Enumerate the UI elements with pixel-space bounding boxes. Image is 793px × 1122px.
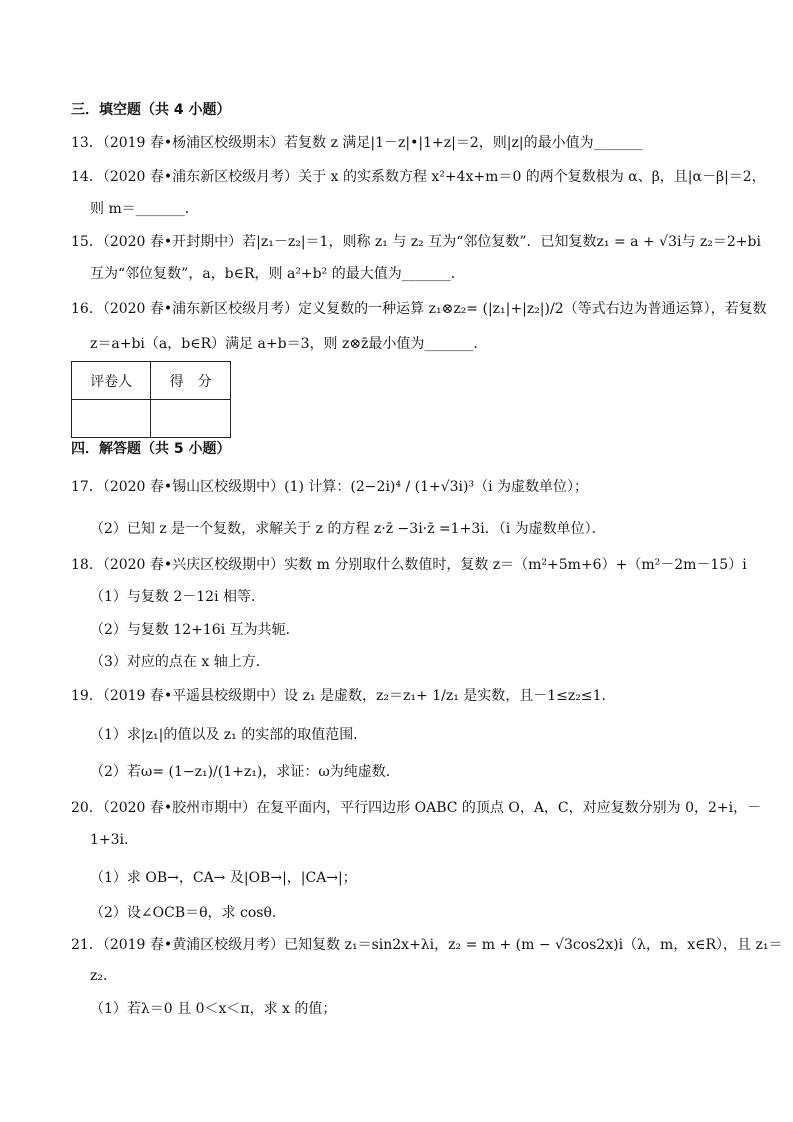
question-20-part2: （2）设∠OCB＝θ，求 cosθ． bbox=[90, 905, 286, 921]
question-18-part3: （3）对应的点在 x 轴上方． bbox=[90, 654, 270, 670]
question-20-cont: 1+3i． bbox=[90, 832, 139, 848]
question-14: 14．（2020 春•浦东新区校级月考）关于 x 的实系数方程 x²+4x+m＝0 的两个复数根为 α、β，且|α－β|＝2， bbox=[71, 169, 766, 185]
question-20: 20．（2020 春•胶州市期中）在复平面内，平行四边形 OABC 的顶点 O，A，C，对应复数分别为 0，2+i，－ bbox=[71, 800, 762, 816]
grader-label: 评卷人 bbox=[72, 362, 151, 400]
question-17: 17．（2020 春•锡山区校级期中）(1) 计算：(2−2i)⁴ / (1+√3i)³（i 为虚数单位）； bbox=[71, 479, 589, 495]
question-19-part2: （2）若ω= (1−z₁)/(1+z₁)，求证：ω为纯虚数． bbox=[90, 764, 400, 780]
question-15: 15．（2020 春•开封期中）若|z₁－z₂|＝1，则称 z₁ 与 z₂ 互为“邻位复数”．已知复数z₁ = a + √3i与 z₂＝2+bi bbox=[71, 234, 761, 250]
question-14-cont: 则 m＝_______． bbox=[90, 201, 199, 217]
question-18: 18．（2020 春•兴庆区校级期中）实数 m 分别取什么数值时，复数 z＝（m²+5m+6）+（m²－2m－15）i bbox=[71, 557, 747, 573]
score-label: 得 分 bbox=[151, 362, 231, 400]
question-16: 16．（2020 春•浦东新区校级月考）定义复数的一种运算 z₁⊗z₂= (|z₁|+|z₂|)/2（等式右边为普通运算），若复数 bbox=[71, 301, 767, 317]
section-heading-fill-blank: 三．填空题（共 4 小题） bbox=[71, 102, 231, 118]
question-21-cont: z₂． bbox=[90, 968, 117, 984]
score-cell[interactable] bbox=[151, 400, 231, 438]
question-18-part1: （1）与复数 2－12i 相等． bbox=[90, 589, 266, 605]
question-19-part1: （1）求|z₁|的值以及 z₁ 的实部的取值范围． bbox=[90, 727, 368, 743]
question-19: 19．（2019 春•平遥县校级期中）设 z₁ 是虚数，z₂＝z₁+ 1/z₁ 是实数，且－1≤z₂≤1． bbox=[71, 688, 616, 704]
question-21-part1: （1）若λ＝0 且 0＜x＜π，求 x 的值； bbox=[90, 1001, 337, 1017]
section-heading-answer: 四．解答题（共 5 小题） bbox=[71, 441, 231, 457]
score-table bbox=[71, 361, 231, 438]
question-18-part2: （2）与复数 12+16i 互为共轭． bbox=[90, 622, 300, 638]
question-20-part1: （1）求 OB→，CA→ 及|OB→|，|CA→|； bbox=[90, 870, 357, 886]
question-13: 13．（2019 春•杨浦区校级期末）若复数 z 满足|1－z|•|1+z|＝2，则|z|的最小值为_______ bbox=[71, 135, 643, 151]
grader-cell[interactable] bbox=[72, 400, 151, 438]
question-17-part2: （2）已知 z 是一个复数，求解关于 z 的方程 z·z̄ −3i·z̄ =1+3i．（i 为虚数单位）． bbox=[90, 521, 606, 537]
question-16-cont: z＝a+bi（a，b∈R）满足 a+b＝3，则 z⊗z̄最小值为_______． bbox=[90, 336, 488, 352]
question-21: 21．（2019 春•黄浦区校级月考）已知复数 z₁＝sin2x+λi，z₂ = m + (m − √3cos2x)i（λ，m，x∈R），且 z₁＝ bbox=[71, 937, 783, 953]
question-15-cont: 互为“邻位复数”，a，b∈R，则 a²+b² 的最大值为_______． bbox=[90, 266, 465, 282]
